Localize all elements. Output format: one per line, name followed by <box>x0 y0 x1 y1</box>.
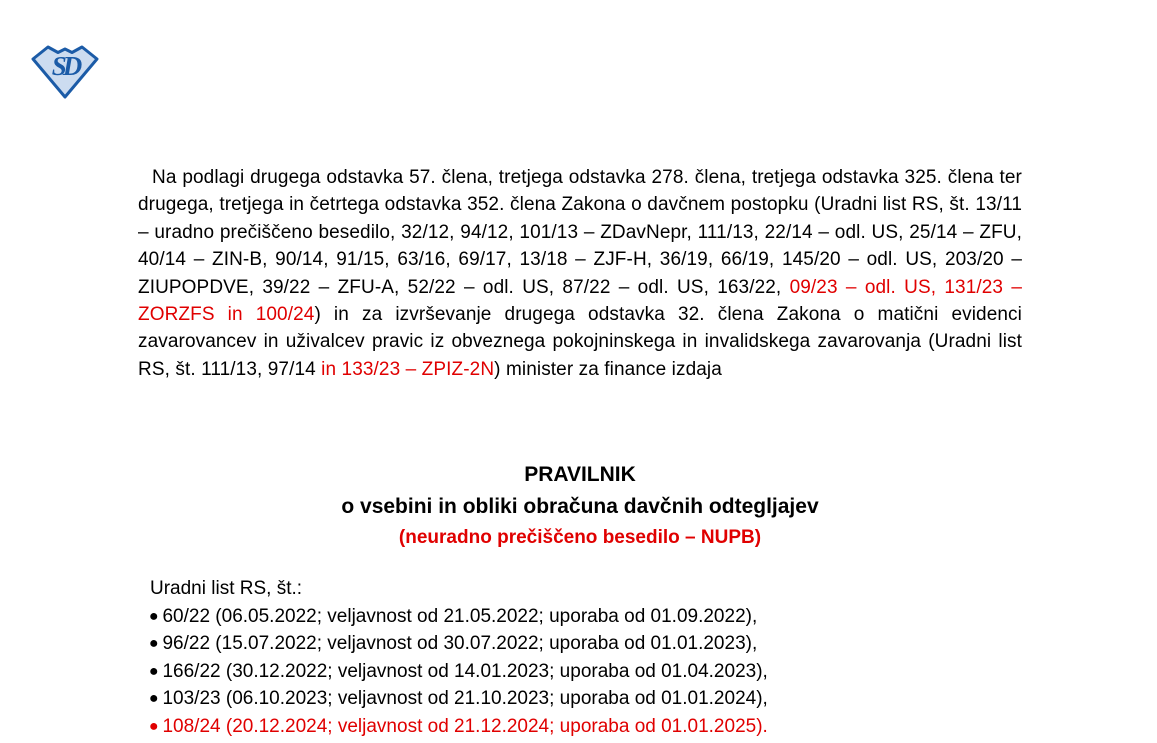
gazette-section <box>148 575 968 741</box>
gazette-header: Uradni list RS, št.: <box>150 578 303 599</box>
sd-shield-icon <box>30 44 100 100</box>
bullet-icon: ● <box>148 607 159 626</box>
gazette-item-text: 108/24 (20.12.2024; veljavnost od 21.12.2024; uporaba od 01.01.2025). <box>162 715 768 737</box>
unofficial-consolidated-note: (neuradno prečiščeno besedilo – NUPB) <box>398 527 762 548</box>
gazette-item-text: 166/22 (30.12.2022; veljavnost od 14.01.2023; uporaba od 01.04.2023), <box>162 660 768 682</box>
gazette-item <box>148 630 968 658</box>
logo-letters: SD <box>51 51 79 81</box>
bullet-icon: ● <box>148 717 159 736</box>
paragraph-segment: 09/23 – odl. US, 131/23 – ZORZFS in 100/24 <box>138 276 1022 326</box>
gazette-item <box>148 713 968 741</box>
document-subtitle: o vsebini in obliki obračuna davčnih odtegljajev <box>341 495 819 518</box>
paragraph-segment: in 133/23 – ZPIZ-2N <box>321 358 495 380</box>
gazette-item-text: 96/22 (15.07.2022; veljavnost od 30.07.2022; uporaba od 01.01.2023), <box>162 633 758 655</box>
bullet-icon: ● <box>148 689 159 708</box>
gazette-list <box>148 603 968 741</box>
title-block <box>138 459 1022 553</box>
paragraph-segment: ) in za izvrševanje drugega odstavka 32. člena Zakona o matični evidenci zavarovancev in uživalcev pravic iz obveznega pokojninskega in invalidskega zavarovanja (Uradni list RS, št. 111/13, 97/14 <box>138 304 1022 380</box>
paragraph-segment: ) minister za finance izdaja <box>494 358 722 380</box>
bullet-icon: ● <box>148 634 159 653</box>
gazette-item-text: 103/23 (06.10.2023; veljavnost od 21.10.2023; uporaba od 01.01.2024), <box>162 688 768 710</box>
intro-paragraph <box>138 164 1022 383</box>
gazette-item <box>148 685 968 713</box>
document-title: PRAVILNIK <box>524 463 636 486</box>
paragraph-segment: Na podlagi drugega odstavka 57. člena, tretjega odstavka 278. člena, tretjega odstavka 325. člena ter drugega, tretjega in četrtega odstavka 352. člena Zakona o davčnem postopku (Uradni list RS, št. 13/11 – uradno prečiščeno besedilo, 32/12, 94/12, 101/13 – ZDavNepr, 111/13, 22/14 – odl. US, 25/14 – ZFU, 40/14 – ZIN-B, 90/14, 91/15, 63/16, 69/17, 13/18 – ZJF-H, 36/19, 66/19, 145/20 – odl. US, 203/20 – ZIUPOPDVE, 39/22 – ZFU-A, 52/22 – odl. US, 87/22 – odl. US, 163/22, <box>138 167 1022 298</box>
bullet-icon: ● <box>148 662 159 681</box>
gazette-item <box>148 658 968 686</box>
gazette-item-text: 60/22 (06.05.2022; veljavnost od 21.05.2022; uporaba od 01.09.2022), <box>162 605 758 627</box>
gazette-item <box>148 603 968 631</box>
sd-logo <box>30 44 100 100</box>
